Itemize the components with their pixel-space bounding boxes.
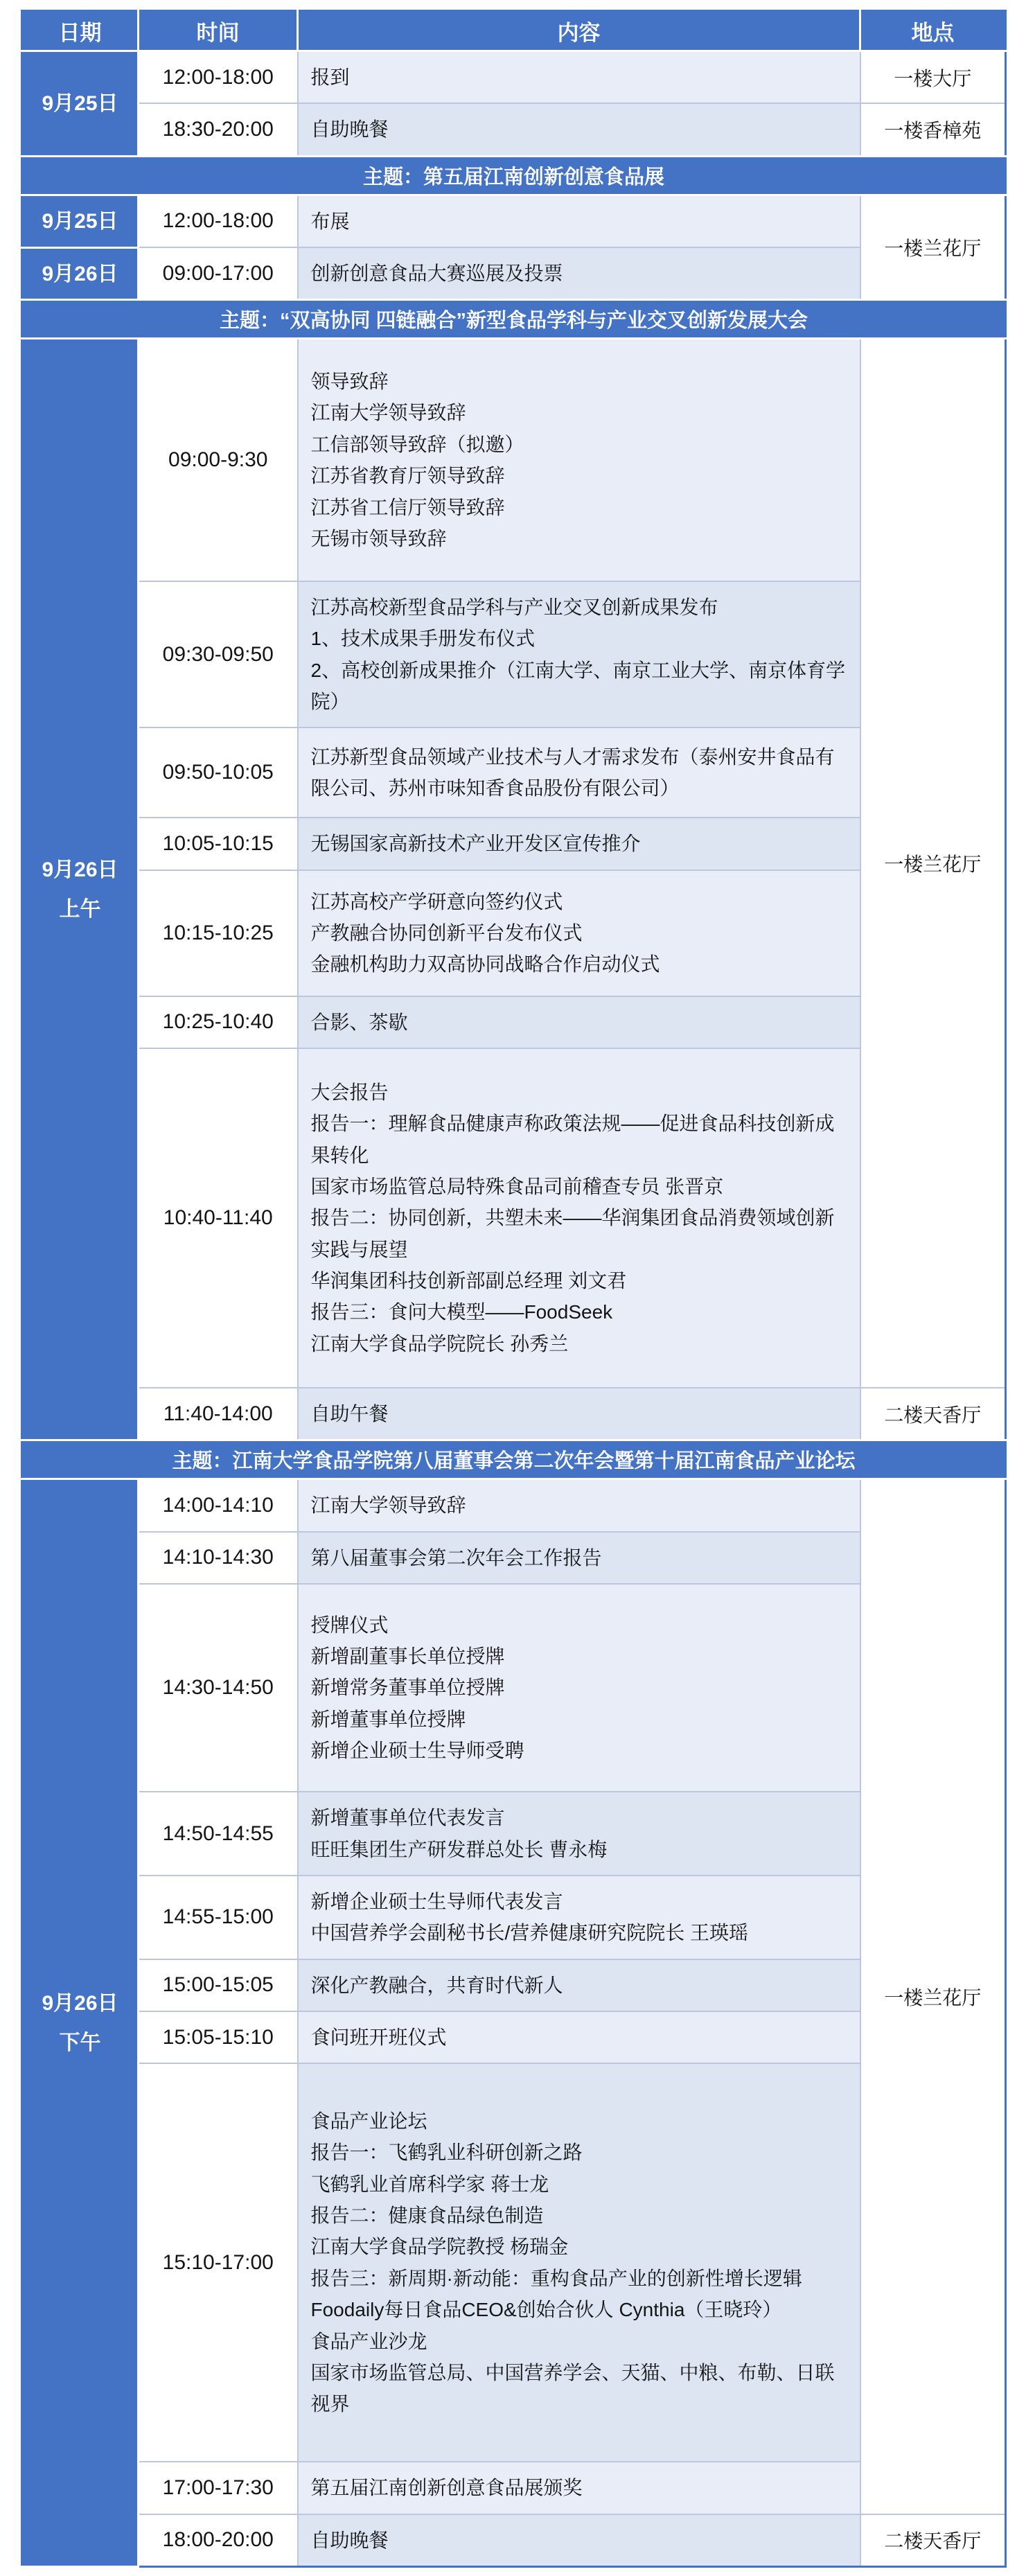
table-row [22,870,1006,996]
content-line: 创新创意食品大赛巡展及投票 [310,263,563,285]
col-header-location: 地点 [860,11,1006,51]
theme-banner: 主题：江南大学食品学院第八届董事会第二次年会暨第十届江南食品产业论坛 [22,1440,1006,1479]
content-line: 报告三：食问大模型——FoodSeek [310,1301,613,1323]
table-row [22,2063,1006,2462]
content-line: 深化产教融合，共育时代新人 [310,1974,563,1996]
content-line: 无锡国家高新技术产业开发区宣传推介 [310,833,641,855]
table-row [22,1584,1006,1792]
content-line: 国家市场监管总局特殊食品司前稽查专员 张晋京 [310,1176,724,1198]
location-cell: 一楼兰花厅 [860,1479,1006,2514]
content-line: 江南大学领导致辞 [310,1494,466,1517]
table-row [22,1388,1006,1440]
content-cell [298,1532,860,1584]
content-cell [298,2462,860,2514]
time-cell: 15:05-15:10 [139,2011,298,2063]
col-header-time: 时间 [139,11,298,51]
content-line: 新增董事单位授牌 [310,1708,466,1730]
content-cell [298,996,860,1048]
table-row [22,1792,1006,1876]
table-row [22,581,1006,727]
content-line: Foodaily每日食品CEO&创始合伙人 Cynthia（王晓玲） [310,2299,782,2321]
content-line: 食问班开班仪式 [310,2026,447,2048]
time-cell: 15:00-15:05 [139,1959,298,2011]
content-cell [298,727,860,818]
date-cell [22,1479,139,2567]
content-line: 报告三：新周期·新动能：重构食品产业的创新性增长逻辑 [310,2267,802,2289]
content-line: 自助午餐 [310,1403,389,1425]
content-line: 食品产业论坛 [310,2110,427,2133]
content-line: 报告一：理解食品健康声称政策法规——促进食品科技创新成果转化 [310,1113,835,1166]
content-line: 产教融合协同创新平台发布仪式 [310,922,583,944]
content-cell [298,1959,860,2011]
content-line: 旺旺集团生产研发群总处长 曹永梅 [310,1838,608,1860]
time-cell: 14:30-14:50 [139,1584,298,1792]
content-line: 江苏高校产学研意向签约仪式 [310,890,563,912]
content-line: 江苏新型食品领域产业技术与人才需求发布（泰州安井食品有限公司、苏州市味知香食品股份有限公司） [310,746,835,800]
content-line: 新增企业硕士生导师受聘 [310,1740,524,1762]
content-cell [298,247,860,300]
content-line: 1、技术成果手册发布仪式 [310,628,536,650]
content-line: 无锡市领导致辞 [310,527,447,549]
time-cell: 09:50-10:05 [139,727,298,818]
theme-banner: 主题：第五届江南创新创意食品展 [22,156,1006,195]
date-line: 下午 [59,2031,101,2054]
content-cell [298,818,860,870]
table-row [22,1048,1006,1388]
content-line: 新增副董事长单位授牌 [310,1646,505,1668]
content-line: 江南大学食品学院院长 孙秀兰 [310,1332,569,1355]
date-cell: 9月25日 [22,51,139,157]
table-row [22,195,1006,247]
content-cell [298,51,860,104]
content-line: 江苏高校新型食品学科与产业交叉创新成果发布 [310,596,718,618]
content-cell [298,870,860,996]
content-cell [298,195,860,247]
content-line: 新增企业硕士生导师代表发言 [310,1890,563,1912]
location-cell: 一楼香樟苑 [860,103,1006,156]
location-cell: 一楼大厅 [860,51,1006,104]
date-cell [22,339,139,1440]
col-header-content: 内容 [298,11,860,51]
table-row [22,103,1006,156]
table-row [22,727,1006,818]
content-line: 江南大学食品学院教授 杨瑞金 [310,2236,569,2258]
theme-banner: 主题：“双高协同 四链融合”新型食品学科与产业交叉创新发展大会 [22,300,1006,339]
content-cell [298,1792,860,1876]
date-cell: 9月25日 [22,195,139,247]
time-cell: 10:25-10:40 [139,996,298,1048]
table-row [22,1959,1006,2011]
content-line: 报告一：飞鹤乳业科研创新之路 [310,2142,583,2164]
col-header-date: 日期 [22,11,139,51]
table-row [22,2011,1006,2063]
time-cell: 12:00-18:00 [139,51,298,104]
content-line: 新增董事单位代表发言 [310,1807,505,1829]
time-cell: 10:05-10:15 [139,818,298,870]
time-cell: 17:00-17:30 [139,2462,298,2514]
location-cell: 二楼天香厅 [860,2514,1006,2567]
table-header-row [22,11,1006,51]
table-row [22,1532,1006,1584]
content-cell [298,2514,860,2567]
theme-row [22,300,1006,339]
content-cell [298,1584,860,1792]
content-cell [298,103,860,156]
content-line: 领导致辞 [310,371,389,393]
location-cell: 一楼兰花厅 [860,195,1006,300]
time-cell: 09:30-09:50 [139,581,298,727]
content-line: 大会报告 [310,1081,389,1103]
content-line: 华润集团科技创新部副总经理 刘文君 [310,1270,627,1292]
content-line: 合影、茶歇 [310,1011,408,1033]
content-line: 国家市场监管总局、中国营养学会、天猫、中粮、布勒、日联视界 [310,2361,835,2415]
content-cell [298,1876,860,1959]
time-cell: 10:40-11:40 [139,1048,298,1388]
content-cell [298,1388,860,1440]
content-line: 中国营养学会副秘书长/营养健康研究院院长 王瑛瑶 [310,1922,749,1944]
time-cell: 14:55-15:00 [139,1876,298,1959]
content-line: 江苏省教育厅领导致辞 [310,465,505,487]
time-cell: 14:10-14:30 [139,1532,298,1584]
location-cell: 一楼兰花厅 [860,339,1006,1388]
content-line: 江苏省工信厅领导致辞 [310,496,505,518]
table-row [22,1876,1006,1959]
table-row [22,339,1006,581]
table-row [22,247,1006,300]
time-cell: 10:15-10:25 [139,870,298,996]
content-line: 报告二：健康食品绿色制造 [310,2205,544,2227]
time-cell: 12:00-18:00 [139,195,298,247]
conference-schedule-table [21,10,1007,2568]
content-cell [298,2063,860,2462]
time-cell: 14:00-14:10 [139,1479,298,1532]
content-line: 第八届董事会第二次年会工作报告 [310,1546,602,1569]
table-row [22,2514,1006,2567]
time-cell: 11:40-14:00 [139,1388,298,1440]
date-line: 上午 [59,897,101,921]
date-cell: 9月26日 [22,247,139,300]
content-cell [298,1479,860,1532]
time-cell: 18:00-20:00 [139,2514,298,2567]
time-cell: 15:10-17:00 [139,2063,298,2462]
content-cell [298,581,860,727]
content-line: 第五届江南创新创意食品展颁奖 [310,2477,583,2499]
date-line: 9月26日 [42,1991,118,2015]
table-row [22,996,1006,1048]
time-cell: 09:00-17:00 [139,247,298,300]
table-row [22,1479,1006,1532]
table-row [22,51,1006,104]
time-cell: 14:50-14:55 [139,1792,298,1876]
content-cell [298,339,860,581]
content-line: 授牌仪式 [310,1614,389,1636]
content-line: 金融机构助力双高协同战略合作启动仪式 [310,953,660,976]
theme-row [22,156,1006,195]
content-line: 工信部领导致辞（拟邀） [310,433,524,455]
content-line: 自助晚餐 [310,2529,389,2551]
content-line: 飞鹤乳业首席科学家 蒋士龙 [310,2173,549,2195]
time-cell: 09:00-9:30 [139,339,298,581]
content-cell [298,1048,860,1388]
content-line: 布展 [310,210,350,232]
date-line: 9月26日 [42,858,118,881]
content-cell [298,2011,860,2063]
content-line: 食品产业沙龙 [310,2330,427,2352]
table-row [22,2462,1006,2514]
content-line: 报告二：协同创新，共塑未来——华润集团食品消费领域创新实践与展望 [310,1207,835,1260]
content-line: 2、高校创新成果推介（江南大学、南京工业大学、南京体育学院） [310,659,846,713]
time-cell: 18:30-20:00 [139,103,298,156]
content-line: 新增常务董事单位授牌 [310,1677,505,1699]
content-line: 报到 [310,67,350,88]
content-line: 自助晚餐 [310,118,389,141]
content-line: 江南大学领导致辞 [310,402,466,424]
theme-row [22,1440,1006,1479]
location-cell: 二楼天香厅 [860,1388,1006,1440]
table-row [22,818,1006,870]
